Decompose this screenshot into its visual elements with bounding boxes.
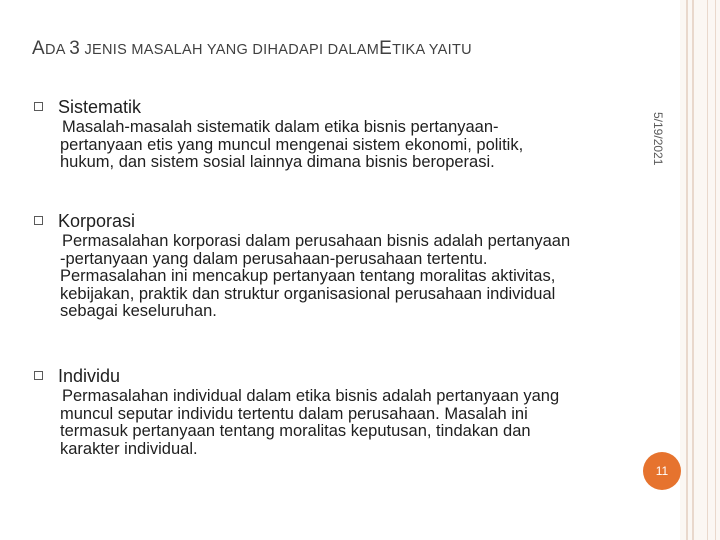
item-heading: Sistematik <box>58 97 142 117</box>
decorative-stripe <box>686 0 688 540</box>
body-line: Permasalahan individual dalam etika bisnis adalah pertanyaan yang <box>62 387 560 405</box>
body-line: Permasalahan korporasi dalam perusahaan bisnis adalah pertanyaan <box>62 232 571 250</box>
item-heading: Korporasi <box>58 211 136 231</box>
title-part: JENIS MASALAH YANG DIHADAPI DALAM <box>80 42 380 58</box>
body-line: muncul seputar individu tertentu dalam perusahaan. Masalah ini <box>60 404 528 423</box>
body-line: -pertanyaan yang dalam perusahaan-perusahaan tertentu. <box>60 249 488 268</box>
hollow-square-bullet-icon <box>34 371 43 380</box>
decorative-stripe <box>692 0 694 540</box>
item-heading: Individu <box>58 366 121 386</box>
title-part: TIKA YAITU <box>392 42 472 58</box>
decorative-stripe <box>715 0 716 540</box>
body-line: karakter individual. <box>60 439 198 458</box>
decorative-stripe <box>707 0 708 540</box>
item-body <box>60 388 559 458</box>
decorative-stripe-panel <box>680 0 720 540</box>
page-number-badge: 11 <box>643 452 681 490</box>
hollow-square-bullet-icon <box>34 102 43 111</box>
title-part: DA <box>44 42 70 58</box>
hollow-square-bullet-icon <box>34 216 43 225</box>
slide-title <box>32 38 472 60</box>
item-body <box>60 233 570 321</box>
slide-date: 5/19/2021 <box>651 112 665 166</box>
title-part: 3 <box>69 38 81 59</box>
title-part: E <box>379 38 393 59</box>
body-line: sebagai keseluruhan. <box>60 302 217 320</box>
body-line: Permasalahan ini mencakup pertanyaan tentang moralitas aktivitas, <box>60 267 556 285</box>
body-line: pertanyaan etis yang muncul mengenai sistem ekonomi, politik, <box>60 135 524 154</box>
title-part: A <box>32 38 45 59</box>
body-line: hukum, dan sistem sosial lainnya dimana bisnis beroperasi. <box>60 153 495 171</box>
body-line: Masalah-masalah sistematik dalam etika bisnis pertanyaan- <box>62 118 499 136</box>
body-line: termasuk pertanyaan tentang moralitas keputusan, tindakan dan <box>60 422 531 440</box>
item-body <box>60 119 523 172</box>
body-line: kebijakan, praktik dan struktur organisasional perusahaan individual <box>60 284 556 303</box>
